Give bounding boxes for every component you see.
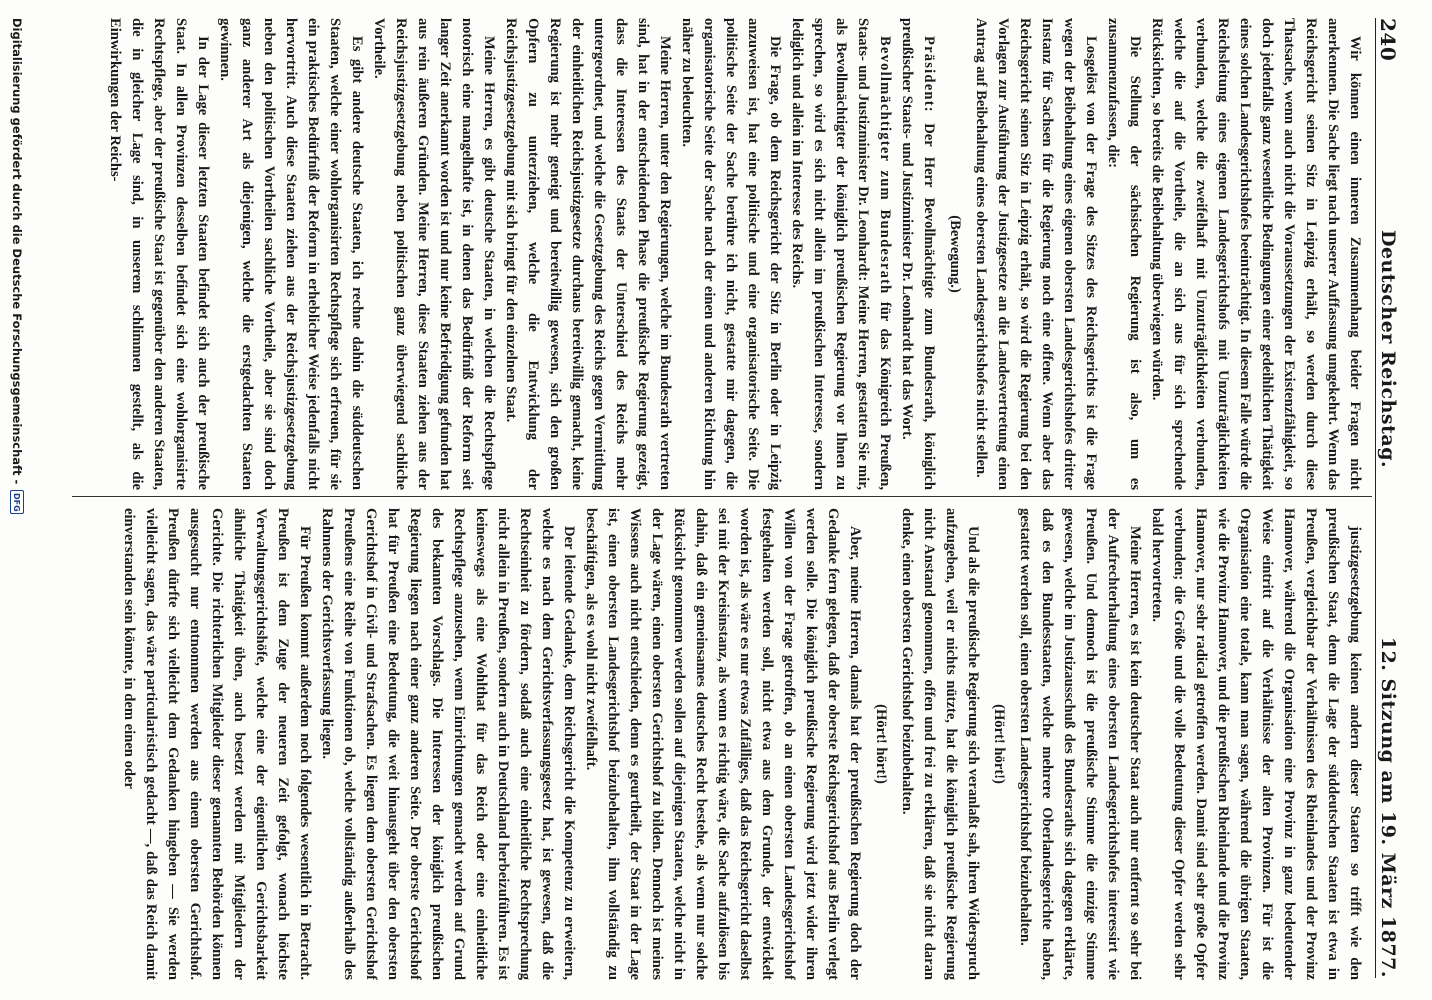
- right-column: [86, 508, 1366, 980]
- body-paragraph: Meine Herren, es ist kein deutscher Staat auch nur entfernt so sehr bei der Aufrechterhaltung eines obersten Landesgerichtshofes interessirt wie Preußen. Und dennoch ist die preußische Stimme die einzige Stimme gewesen, welche im Justizausschuß des Bundesraths sich dagegen erklärte, daß es den Bundesstaaten, welche mehrere Oberlandesgerichte haben, gestattet werden soll, einen obersten Landesgerichtshof beizubehalten.: [1017, 508, 1143, 980]
- speaker-paragraph: [786, 18, 896, 490]
- page-number: 240: [1376, 18, 1400, 62]
- dfg-logo: DFG: [10, 490, 24, 514]
- body-paragraph: Es gibt andere deutsche Staaten, ich rechne dahin die süddeutschen Staaten, welche einer wohlorganisirten Rechtspflege sich erfreuen, für sie ein praktisches Bedürfniß der Reform in erheblicher Weise jedenfalls nicht hervortritt. Auch diese Staaten ziehen aus der Reichsjustizgesetzgebung neben den politischen Vortheilen sachliche Vortheile, aber sie sind doch ganz anderer Art als diejenigen, welche die erstgedachten Staaten gewinnen.: [217, 18, 365, 490]
- stage-direction: (Hört! hört!): [873, 704, 889, 784]
- publication-title: Deutscher Reichstag.: [1377, 229, 1399, 469]
- body-paragraph: Losgelöst von der Frage des Sitzes des Reichsgerichts ist die Frage wegen der Beibehaltung eines eigenen obersten Landesgerichtshofes dritter Instanz für Sachsen für die Regierung noch eine offene. Wenn aber das Reichsgericht seinen Sitz in Leipzig erhält, so wird die Regierung bei den Vorlagen zur Ausführung der Justizgesetze an die Landesvertretung einen Antrag auf Beibehaltung eines obersten Landesgerichtshofes nicht stellen.: [973, 18, 1099, 490]
- body-paragraph: In der Lage dieser letzten Staaten befindet sich auch der preußische Staat. In allen Provinzen desselben befindet sich eine wohlorganisirte Rechtspflege, aber der preußische Staat ist gegenüber den anderen Staaten, die in gleicher Lage sind, in unserem schlimmen gestellt, als die Einwirkungen der Reichs-: [107, 18, 211, 490]
- left-column: [86, 18, 1366, 490]
- session-date: 12. Sitzung am 19. März 1877.: [1377, 636, 1399, 978]
- speaker-name: Präsident:: [921, 36, 937, 113]
- footer-credit: Digitalisierung gefördert durch die Deutsche Forschungsgemeinschaft -: [10, 18, 24, 485]
- body-paragraph: Aber, meine Herren, damals hat der preußischen Regierung doch der Gedanke fern gelegen, daß der oberste Reichsgerichtshof aus Berlin verlegt werden solle. Die königlich preußische Regierung wird jetzt wider ihren Willen von der Frage getroffen, ob an einen obersten Landesgerichtshof festgehalten werden soll, nicht etwa aus dem Grunde, der entwickelt worden ist, als wäre es nur etwas Zufälliges, daß das Reichsgericht daselbst sei mit der Kreisinstanz, als wenn es richtig wäre, die Sache aufzulösen bis dahin, daß ein gemeinsames deutsches Recht bestehe, als wenn nur solche Rücksicht genommen werden sollen auf diejenigen Staaten, welche nicht in der Lage wären, einen obersten Gerichtshof zu bilden. Dennoch ist meines Wissens auch nicht entschieden, denn es geurtheilt, der Staat in der Lage ist, einen obersten Landesgerichtshof beizubehalten, ihm vollständig zu beschäftigen, als es wohl nicht zweifelhaft.: [583, 508, 863, 980]
- speaker-paragraph: [896, 18, 940, 490]
- speech-text: für das Königreich Preußen, Staats- und Justizminister Dr. Leonhardt: Meine Herren, gestatten Sie mir, als Bevollmächtigter der königlich preußischen Regierung vor Ihnen zu sprechen, so wird es sich nicht allein im preußischen Interesse, sondern lediglich und allein im Interesse des Reichs.: [789, 18, 893, 490]
- body-paragraph: Und als die preußische Regierung sich veranlaßt sah, ihren Widerspruch aufzugeben, weil er nichts nützte, hat die königlich preußische Regierung nicht Anstand genommen, offen und frei zu erklären, daß sie nicht daran denke, einen obersten Gerichtshof beizubehalten.: [899, 508, 981, 980]
- body-paragraph: Die Stellung der sächsischen Regierung ist also, um es zusammenzufassen, die:: [1105, 18, 1143, 490]
- body-paragraph: justizgesetzgebung keinen andern dieser Staaten so trifft wie den preußischen Staat, denn die Lage der süddeutschen Staaten ist etwa in Preußen, vergleichbar der Verhältnissen des Rheinlandes und der Provinz Hannover, während die Organisation eine Provinz in ganz bedeutender Weise eintritt auf die Verhältnisse der alten Provinzen. Für ist die Organisation eine totale, kann man sagen, während die übrigen Staaten, wie die Provinz Hannover, und die preußischen Rheinlande und die Provinz Hannover, nur sehr radical getroffen werden. Damit sind sehr große Opfer verbunden; die Größe und die volle Bedeutung dieser Opfer werden sehr bald hervortreten.: [1149, 508, 1363, 980]
- body-paragraph: Meine Herren, es gibt deutsche Staaten, in welchen die Rechtspflege notorisch eine mangelhafte ist, in denen das Bedürfniß der Reform seit langer Zeit anerkannt worden ist und nur keine Befriedigung gefunden hat aus rein äußeren Gründen. Meine Herren, diese Staaten ziehen aus der Reichsjustizgesetzgebung neben politischen ganz überwiegend sachliche Vortheile.: [371, 18, 497, 490]
- stage-direction: (Bewegung.): [947, 215, 963, 293]
- page-header: [1375, 18, 1400, 978]
- stage-direction: (Hört! hört!): [991, 704, 1007, 784]
- body-paragraph: Für Preußen kommt außerdem noch folgendes wesentlich in Betracht. Preußen ist dem Zuge der neueren Zeit gefolgt, wonach höchste Verwaltungsgerichtshöfe, welche eine der eigentlichen Gerichtsbarkeit ähnliche Thätigkeit üben, auch besetzt werden mit Mitgliedern der Gerichte. Die richterlichen Mitglieder dieser genannten Behörden können ausgesucht nur entnommen werden aus einem obersten Gerichtshof. Preußen dürfte sich vielleicht dem Gedanken hingeben — Sie werden vielleicht sagen, das wäre particularistisch gedacht —, daß das Reich damit einverstanden sein könnte, in dem einen oder: [121, 508, 313, 980]
- digitization-footer: [6, 18, 28, 978]
- speaker-name: Bevollmächtigter zum Bundesrath: [877, 36, 893, 295]
- column-divider: [72, 496, 1372, 497]
- body-paragraph: Der leitende Gedanke, dem Reichsgericht die Kompetenz zu erweitern, welche es nach dem Gerichtsverfassungsgesetz hat, ist gewesen, daß die Rechtseinheit zu fördern, sodaß auch eine einheitliche Rechtsprechung nicht allein in Preußen, sondern auch in Deutschland herbeizuführen. Es ist keineswegs als eine Wohlthat für das Reich oder eine einheitliche Rechtspflege anzusehen, wenn Einrichtungen gemacht werden auf Grund des bekannten Vorschlags. Die Interessen der königlich preußischen Regierung liegen nach einer ganz anderen Seite. Der oberste Gerichtshof hat für Preußen eine Bedeutung, die weit hinausgeht über den obersten Gerichtshof in Civil- und Strafsachen. Es liegen dem obersten Gerichtshof Preußens eine Reihe von Funktionen ob, welche vollständig außerhalb des Rahmens der Gerichtsverfassung liegen.: [319, 508, 577, 980]
- speech-text: Der Herr Bevollmächtigte zum Bundesrath, königlich preußischer Staats- und Justizminister Dr. Leonhardt hat das Wort.: [899, 18, 937, 490]
- body-paragraph: Wir können einen inneren Zusammenhang beider Fragen nicht anerkennen. Die Sache liegt nach unserer Auffassung umgekehrt. Wenn das Reichsgericht seinen Sitz in Leipzig erhält, so werden durch diese Thatsache, wenn auch nicht die Voraussetzungen der Existenzfähigkeit, so doch jedenfalls ganz wesentliche Bedingungen einer gedeihlichen Thätigkeit eines solchen Landesgerichtshofes beeinträchtigt. In diesem Falle würde die Reichsleitung eines eigenen Landesgerichtshofs mit Unzuträglichkeiten verbunden, welche die zweifelhaft mit Unzuträglichkeiten verbunden, welche die auf die Vortheile, die an sich aus für sich sprechende Rücksichten, so bereits die Beibehaltung überwiegen würden.: [1149, 18, 1363, 490]
- body-paragraph: Meine Herren, unter den Regierungen, welche im Bundesrath vertreten sind, hat in der entscheidenden Phase die preußische Regierung gezeigt, dass die Interessen des Staats der Unterschied des Reichs mehr untergeordnet, und welche die Gesetzgebung des Reichs gegen Vermittlung der einheitlichen Reichsjustizgesetze durchaus bereitwillig gemacht, keine Regierung ist mehr geneigt und bereitwillig gewesen, sich den großen Opfern zu unterziehen, welche die Entwicklung der Reichsjustizgesetzgebung mit sich bringt für den einzelnen Staat.: [503, 18, 673, 490]
- body-paragraph: Die Frage, ob dem Reichsgericht der Sitz in Berlin oder in Leipzig anzuweisen ist, hat eine politische und eine organisatorische Seite. Die politische Seite der Sache berühre ich nicht, gestatte mir dagegen, die organisatorische Seite der Sache nach der einen und anderen Richtung hin näher zu beleuchten.: [679, 18, 783, 490]
